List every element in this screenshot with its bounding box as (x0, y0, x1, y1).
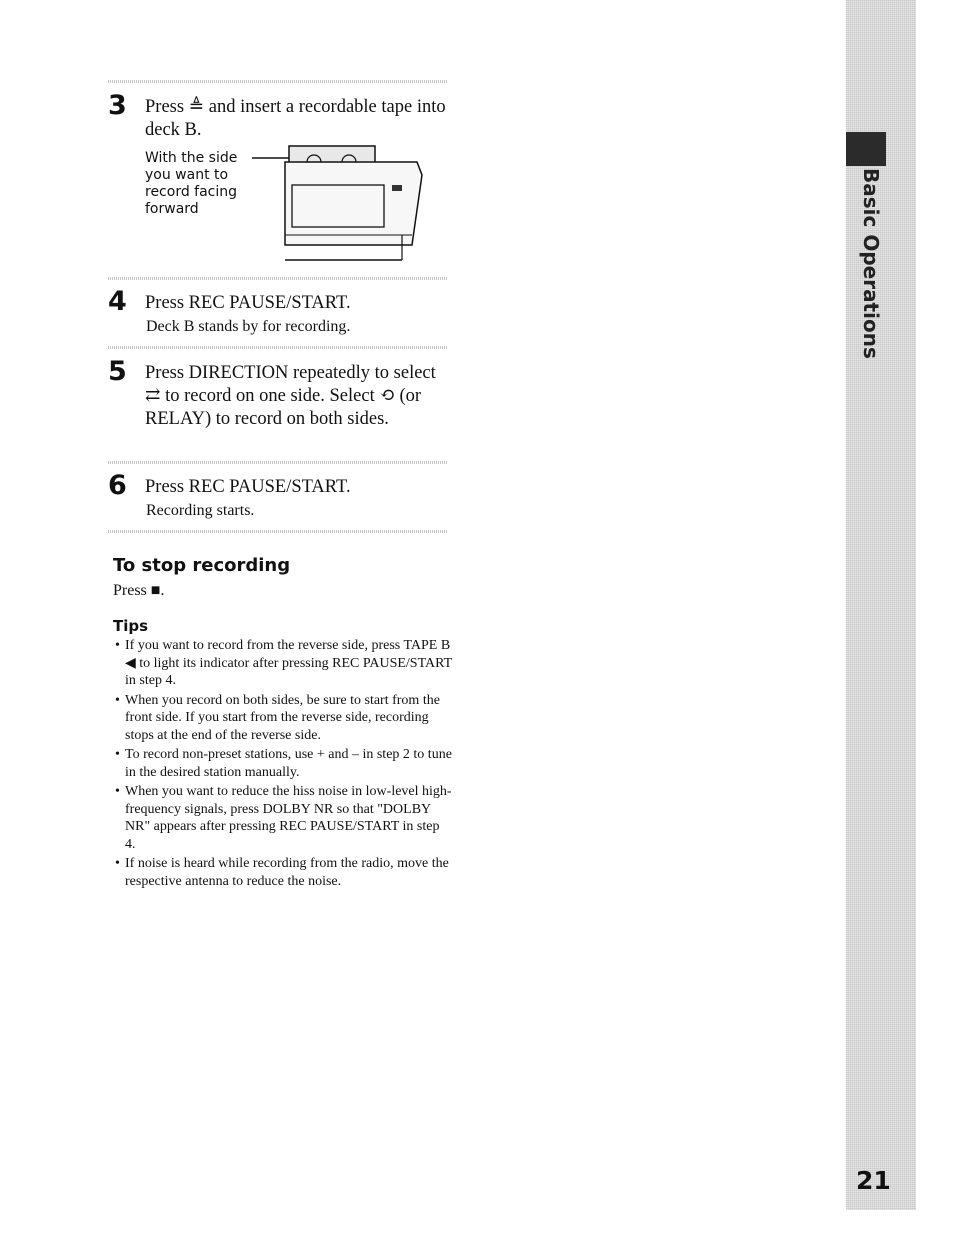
divider (108, 277, 448, 280)
step-number: 6 (108, 470, 127, 501)
tips-heading: Tips (113, 617, 149, 635)
deck-indicator (392, 185, 402, 191)
tip-item: • If noise is heard while recording from the radio, move the respective antenna to reduce the noise. (113, 855, 453, 890)
tip-item: • To record non-preset stations, use + and – in step 2 to tune in the desired station manually. (113, 746, 453, 781)
cassette-deck-illustration (252, 140, 427, 265)
step-result: Recording starts. (146, 502, 255, 519)
stop-instruction: Press ■. (113, 582, 165, 599)
divider (108, 530, 448, 533)
step-instruction: Press REC PAUSE/START. (145, 293, 351, 313)
side-tab-marker (846, 132, 886, 166)
step-instruction: Press DIRECTION repeatedly to select ⇄ to record on one side. Select ⟲ (or RELAY) to record on both sides. (145, 363, 436, 429)
deck-body (285, 162, 422, 245)
figure-callout: With the side you want to record facing forward (145, 150, 238, 217)
tip-item: • When you want to reduce the hiss noise in low-level high-frequency signals, press DOLBY NR so that "DOLBY NR" appears after pressing REC PAUSE/START in step 4. (113, 783, 453, 853)
tip-item: • If you want to record from the reverse side, press TAPE B ◀ to light its indicator after pressing REC PAUSE/START in step 4. (113, 637, 453, 690)
step-instruction: Press ≜ and insert a recordable tape into deck B. (145, 97, 446, 140)
step-instruction: Press REC PAUSE/START. (145, 477, 351, 497)
section-tab-label: Basic Operations (859, 168, 883, 359)
step-result: Deck B stands by for recording. (146, 318, 351, 335)
step-number: 4 (108, 286, 127, 317)
divider (108, 80, 448, 83)
step-number: 3 (108, 90, 127, 121)
page-number: 21 (856, 1166, 891, 1195)
step-number: 5 (108, 356, 127, 387)
tips-list (113, 637, 453, 892)
divider (108, 461, 448, 464)
section-heading: To stop recording (113, 555, 291, 576)
divider (108, 346, 448, 349)
tip-item: • When you record on both sides, be sure to start from the front side. If you start from the reverse side, recording stops at the end of the reverse side. (113, 692, 453, 745)
